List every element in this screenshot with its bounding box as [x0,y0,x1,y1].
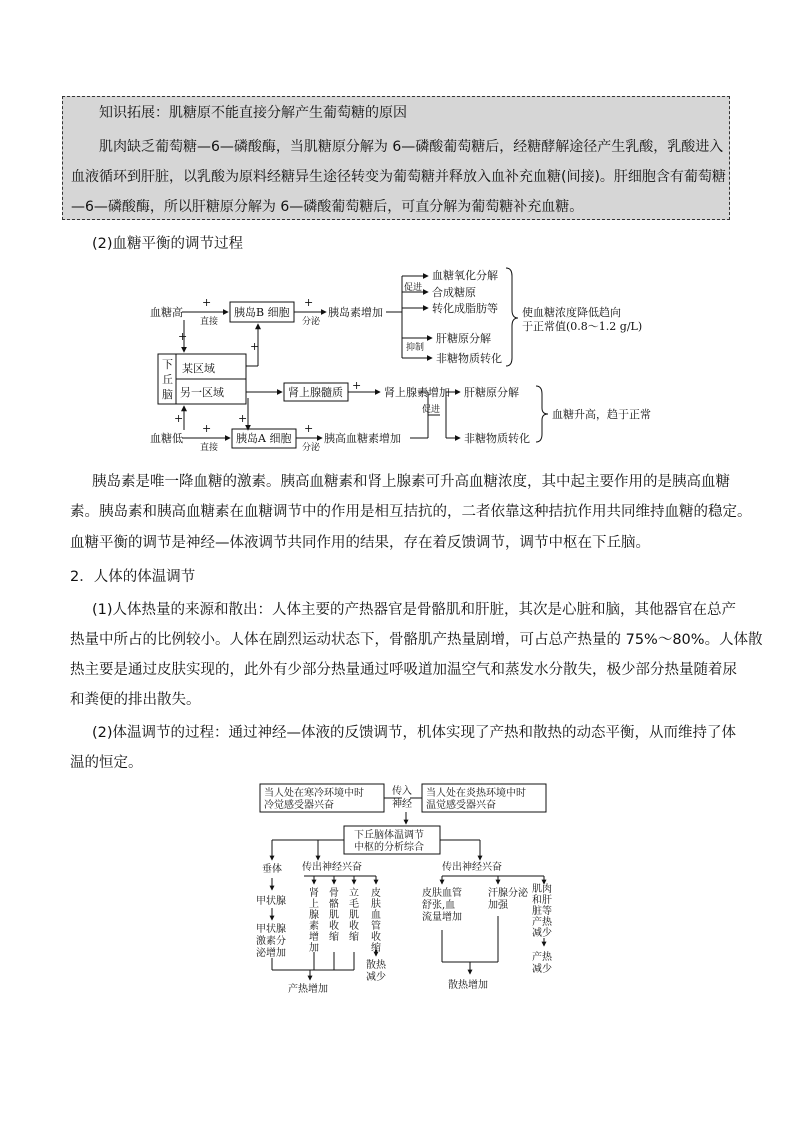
hypothalamus-char-1: 下 [162,358,173,371]
section-heading-temperature: 2．人体的体温调节 [70,569,196,585]
label-promote-top: 促进 [404,283,423,293]
section-heading-blood-sugar: (2)血糖平衡的调节过程 [92,236,244,252]
effect-glycogen: 合成糖原 [432,286,476,299]
center-line-1: 下丘脑体温调节 [354,830,424,841]
heat-loss-down-2: 减少 [366,972,386,983]
skin-vessel-2: 肤 [371,899,381,910]
plus-sign: + [304,422,314,435]
label-region-a: 某区域 [182,362,215,375]
plus-sign: + [174,412,184,425]
label-insulin-up: 胰岛素增加 [328,306,383,319]
effect-inhibit-glycogenolysis: 肝糖原分解 [436,332,491,345]
skin-vessel-5: 收 [371,932,381,943]
label-efferent-right: 传出神经兴奋 [442,862,502,873]
para2-line-1: (1)人体热量的来源和散出：人体主要的产热器官是骨骼肌和肝脏，其次是心脏和脑，其他器官在总产 [92,602,737,618]
label-pituitary: 垂体 [262,864,282,875]
para3-line-1: (2)体温调节的过程：通过神经—体液的反馈调节，机体实现了产热和散热的动态平衡，从而维持了体 [92,725,737,741]
label-heat-up: 产热增加 [288,984,328,995]
label-region-b: 另一区域 [180,386,224,399]
hot-line-1: 当人处在炎热环境中时 [426,788,526,799]
erector-1: 立 [349,888,359,899]
effect-oxidation: 血糖氧化分解 [432,269,498,282]
label-secrete-top: 分泌 [302,317,321,327]
para2-line-2: 热量中所占的比例较小。人体在剧烈运动状态下，骨骼肌产热量剧增，可占总产热量的 75%～80%。人体散 [70,632,763,648]
label-thyroid: 甲状腺 [256,896,286,907]
skin-dilate-3: 流量增加 [422,912,462,923]
label-blood-sugar-high: 血糖高 [150,306,183,319]
heat-loss-down-1: 散热 [366,960,386,971]
effect-inhibit-nonsugar: 非糖物质转化 [436,352,502,365]
label-epinephrine-up: 肾上腺素增加 [384,386,450,399]
skin-dilate-2: 舒张,血 [422,900,456,911]
skin-vessel-4: 管 [371,921,381,932]
muscle-4: 收 [329,921,339,932]
knowledge-line-1: 肌肉缺乏葡萄糖—6—磷酸酶，当肌糖原分解为 6—磷酸葡萄糖后，经糖酵解途径产生乳酸，乳酸进入 [99,139,724,155]
knowledge-title: 知识拓展：肌糖原不能直接分解产生葡萄糖的原因 [99,105,407,121]
skin-dilate-1: 皮肤血管 [422,888,462,899]
result-low-line-2: 于正常值(0.8～1.2 g/L) [522,320,643,333]
skin-vessel-1: 皮 [371,888,381,899]
label-blood-sugar-low: 血糖低 [150,432,183,445]
label-promote-bottom: 促进 [422,405,441,415]
plus-sign: + [178,330,188,343]
muscle-3: 肌 [329,910,339,921]
result-low-line-1: 使血糖浓度降低趋向 [522,306,621,319]
plus-sign: + [250,340,260,353]
para1-line-1: 胰岛素是唯一降血糖的激素。胰高血糖素和肾上腺素可升高血糖浓度，其中起主要作用的是胰高血糖 [92,474,730,490]
label-glucagon-up: 胰高血糖素增加 [324,432,401,445]
muscle-liver-2: 和肝 [532,895,552,906]
cold-line-2: 冷觉感受器兴奋 [264,800,334,811]
plus-sign: + [352,379,362,392]
para1-line-3: 血糖平衡的调节是神经—体液调节共同作用的结果，存在着反馈调节，调节中枢在下丘脑。 [70,535,650,551]
cold-line-1: 当人处在寒冷环境中时 [264,788,364,799]
blood-sugar-diagram [150,262,670,454]
sweat-2: 加强 [488,900,508,911]
erector-3: 肌 [349,910,359,921]
erector-5: 缩 [349,932,359,943]
adrenal-6: 加 [309,943,319,954]
adrenal-5: 增 [309,932,319,943]
para1-line-2: 素。胰岛素和胰高血糖素在血糖调节中的作用是相互拮抗的，二者依靠这种拮抗作用共同维持血糖的稳定。 [70,504,752,520]
erector-4: 收 [349,921,359,932]
effect-glucagon-nonsugar: 非糖物质转化 [464,432,530,445]
label-efferent-left: 传出神经兴奋 [302,862,362,873]
sweat-1: 汗腺分泌 [488,888,528,899]
para3-line-2: 温的恒定。 [70,755,143,771]
label-secrete-bottom: 分泌 [302,443,321,453]
adrenal-4: 素 [309,921,319,932]
center-line-2: 中枢的分析综合 [354,842,424,853]
afferent-1: 传入 [392,786,412,797]
muscle-liver-3: 脏等 [532,906,552,917]
adrenal-3: 腺 [309,910,319,921]
heat-prod-down-2: 减少 [532,964,552,975]
para2-line-4: 和粪便的排出散失。 [70,692,201,708]
box-adrenal-medulla: 肾上腺髓质 [288,386,343,399]
box-islet-a: 胰岛A 细胞 [236,432,292,445]
para2-line-3: 热主要是通过皮肤实现的，此外有少部分热量通过呼吸道加温空气和蒸发水分散失，极少部分热量随着尿 [70,662,737,678]
plus-sign: + [202,422,212,435]
label-direct-bottom: 直接 [200,443,219,453]
temperature-diagram [252,780,552,1002]
result-high: 血糖升高，趋于正常 [552,408,651,421]
plus-sign: + [202,296,212,309]
skin-vessel-6: 缩 [371,943,381,954]
adrenal-1: 肾 [309,888,319,899]
hypothalamus-char-3: 脑 [162,388,173,401]
label-direct-top: 直接 [200,317,219,327]
knowledge-box [62,96,730,220]
muscle-2: 骼 [329,899,339,910]
muscle-liver-5: 减少 [532,928,552,939]
plus-sign: + [238,412,248,425]
box-islet-b: 胰岛B 细胞 [234,306,290,319]
erector-2: 毛 [349,899,359,910]
effect-glucagon-glycogenolysis: 肝糖原分解 [464,386,519,399]
heat-prod-down-1: 产热 [532,952,552,963]
hot-line-2: 温觉感受器兴奋 [426,800,496,811]
label-inhibit: 抑制 [406,343,425,353]
label-heat-loss-up: 散热增加 [448,980,488,991]
effect-fat: 转化成脂肪等 [432,302,498,315]
thyroxine-2: 激素分 [256,936,286,947]
plus-sign: + [304,296,314,309]
muscle-liver-4: 产热 [532,917,552,928]
thyroxine-3: 泌增加 [256,948,286,959]
muscle-5: 缩 [329,932,339,943]
skin-vessel-3: 血 [371,910,381,921]
hypothalamus-char-2: 丘 [162,373,173,386]
knowledge-line-3: —6—磷酸酶，所以肝糖原分解为 6—磷酸葡萄糖后，可直分解为葡萄糖补充血糖。 [71,199,584,215]
muscle-1: 骨 [329,888,339,899]
afferent-2: 神经 [392,799,412,810]
muscle-liver-1: 肌肉 [532,884,552,895]
adrenal-2: 上 [309,899,319,910]
thyroxine-1: 甲状腺 [256,924,286,935]
knowledge-line-2: 血液循环到肝脏，以乳酸为原料经糖异生途径转变为葡萄糖并释放入血补充血糖(间接)。肝细胞含有葡萄糖 [71,169,726,185]
